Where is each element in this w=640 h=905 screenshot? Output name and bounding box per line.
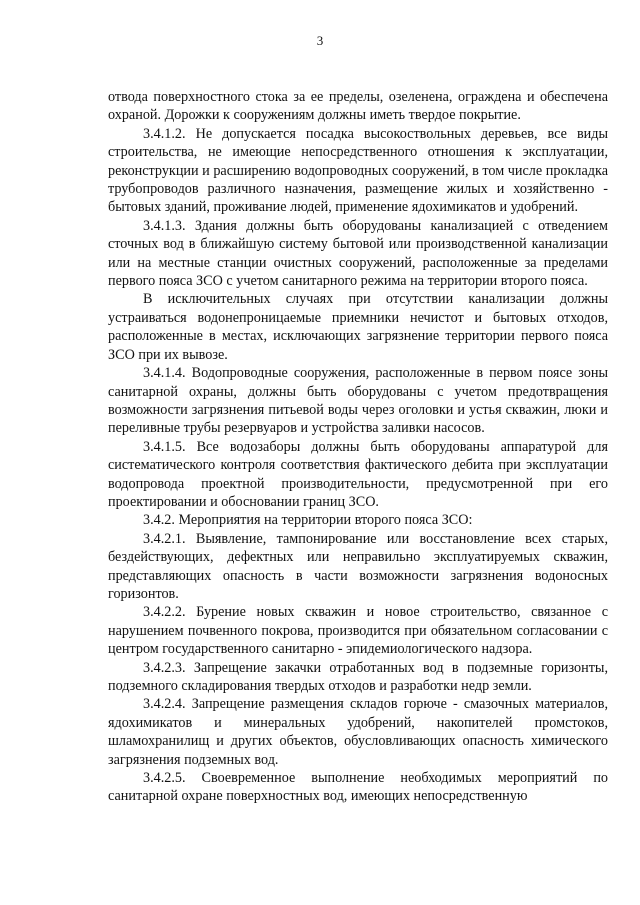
paragraph-3-4-1-2: 3.4.1.2. Не допускается посадка высокоствольных деревьев, все виды строительства, не имеющие непосредственного отношения к эксплуатации, реконструкции и расширению водопроводных сооружений, в том числе прокладка трубопроводов различного назначения, размещение жилых и хозяйственно - бытовых зданий, проживание людей, применение ядохимикатов и удобрений. <box>108 125 608 216</box>
paragraph-3-4-1-4: 3.4.1.4. Водопроводные сооружения, расположенные в первом поясе зоны санитарной охраны, должны быть оборудованы с учетом предотвращения возможности загрязнения питьевой воды через оголовки и устья скважин, люки и переливные трубы резервуаров и устройства заливки насосов. <box>108 365 608 437</box>
document-body <box>108 88 608 806</box>
paragraph-continuation: отвода поверхностного стока за ее пределы, озеленена, ограждена и обеспечена охраной. Дорожки к сооружениям должны иметь твердое покрытие. <box>108 89 608 124</box>
page-number: 3 <box>316 33 324 48</box>
paragraph-3-4-2-2: 3.4.2.2. Бурение новых скважин и новое строительство, связанное с нарушением почвенного покрова, производится при обязательном согласовании с центром государственного санитарно - эпидемиологического надзора. <box>108 604 608 658</box>
paragraph-3-4-2-heading: 3.4.2. Мероприятия на территории второго пояса ЗСО: <box>143 512 473 529</box>
paragraph-3-4-2-5: 3.4.2.5. Своевременное выполнение необходимых мероприятий по санитарной охране поверхностных вод, имеющих непосредственную <box>108 770 608 805</box>
paragraph-3-4-1-5: 3.4.1.5. Все водозаборы должны быть оборудованы аппаратурой для систематического контроля соответствия фактического дебита при эксплуатации водопровода проектной производительности, предусмотренной при его проектировании и обосновании границ ЗСО. <box>108 438 608 510</box>
paragraph-3-4-2-4: 3.4.2.4. Запрещение размещения складов горюче - смазочных материалов, ядохимикатов и минеральных удобрений, накопителей промстоков, шламохранилищ и других объектов, обусловливающих опасность химического загрязнения подземных вод. <box>108 696 608 768</box>
paragraph-3-4-2-1: 3.4.2.1. Выявление, тампонирование или восстановление всех старых, бездействующих, дефектных или неправильно эксплуатируемых скважин, представляющих опасность в части возможности загрязнения водоносных горизонтов. <box>108 530 608 602</box>
paragraph-3-4-2-3: 3.4.2.3. Запрещение закачки отработанных вод в подземные горизонты, подземного складирования твердых отходов и разработки недр земли. <box>108 659 608 694</box>
paragraph-exceptional-cases: В исключительных случаях при отсутствии канализации должны устраиваться водонепроницаемые приемники нечистот и бытовых отходов, расположенные в местах, исключающих загрязнение территории первого пояса ЗСО при их вывозе. <box>108 291 608 363</box>
paragraph-3-4-1-3: 3.4.1.3. Здания должны быть оборудованы канализацией с отведением сточных вод в ближайшую систему бытовой или производственной канализации или на местные станции очистных сооружений, расположенные за пределами первого пояса ЗСО с учетом санитарного режима на территории второго пояса. <box>108 217 608 290</box>
